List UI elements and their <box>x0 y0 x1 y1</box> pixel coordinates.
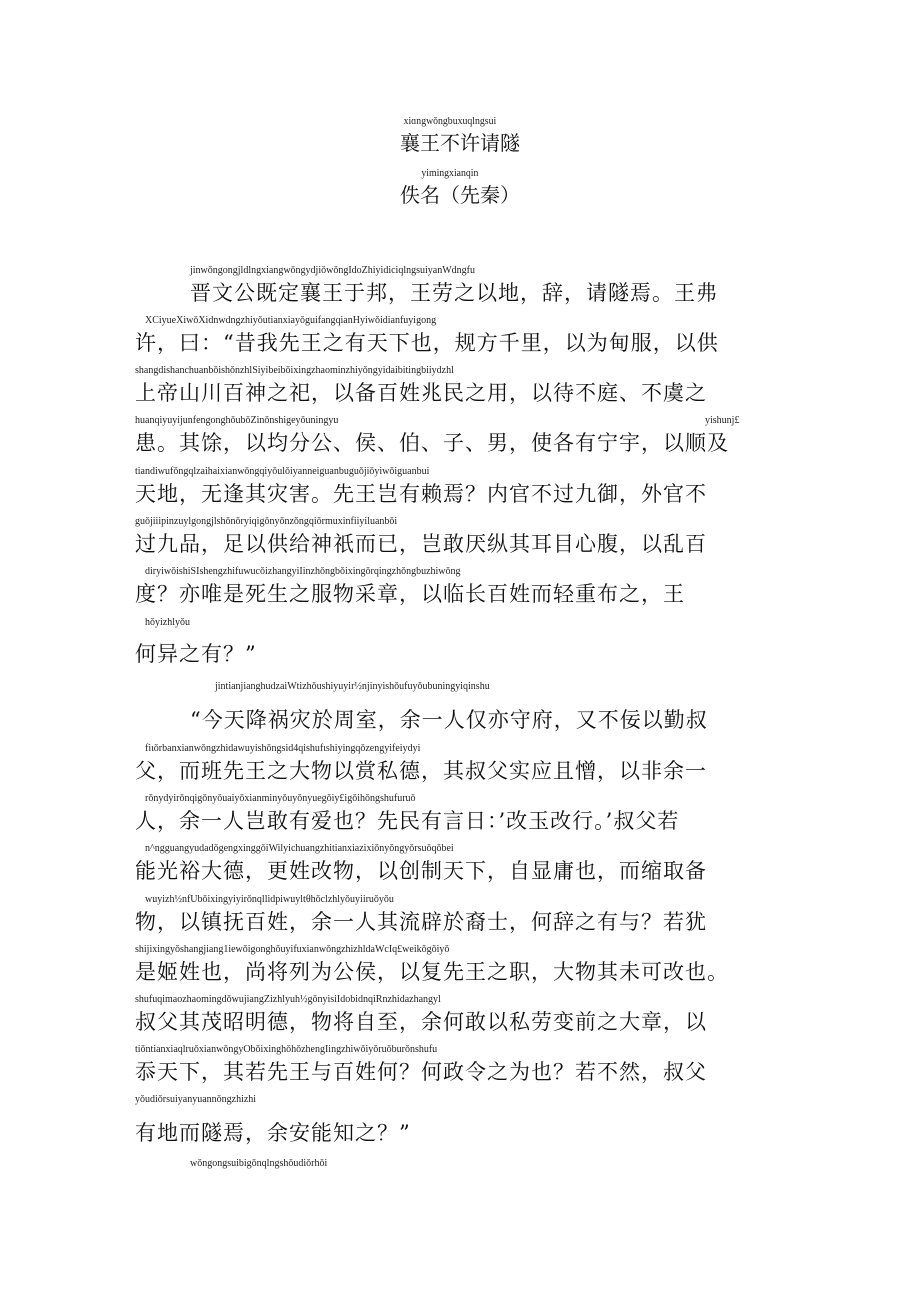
text-line: 许，曰：“昔我先王之有天下也，规方千里，以为甸服，以供 <box>135 331 719 355</box>
text-line: 叔父其茂昭明德，物将自至，余何敢以私劳变前之大章，以 <box>135 1010 707 1034</box>
pinyin-line: jintianjianghudzaiWtizhǒushiyuyir½njinyishǒufuyǒubuningyiqinshu <box>215 681 490 692</box>
text-line: 是姬姓也，尚将列为公侯，以复先王之职，大物其未可改也。 <box>135 960 729 984</box>
pinyin-line: shufuqimaozhaomingdǒwujiangZizhlyuh½gǒnyisiIdobidnqiRnzhidazhangyl <box>135 994 441 1005</box>
pinyin-line: guǒjiiipinzuylgongjlshǒnǒryiqigǒnyǒnzǒngqiǒrmuxinfiiyiluanbǒi <box>135 516 398 527</box>
text-line: 上帝山川百神之祀，以备百姓兆民之用，以待不庭、不虞之 <box>135 381 707 405</box>
pinyin-line: n^ngguangyudadǒgengxinggǒiWilyichuangzhitianxiazixiǒnyǒngyǒrsuǒqǒbei <box>145 843 454 854</box>
pinyin-line: jinwǒngongjldlngxiangwǒngydjiǒwǒngIdoZhiyidiciqlngsuiyanWdngfu <box>190 265 475 276</box>
pinyin-line: wǒngongsuibigǒnqlngshǒudiǒrhǒi <box>190 1158 328 1169</box>
pinyin-line: rǒnydyirǒnqigǒnyǒuaiyǒxianminyǒuyǒnyuegǒiy£igǒihǒngshufuruǒ <box>145 793 416 804</box>
text-line: “今天降祸灾於周室，余一人仅亦守府，又不佞以勤叔 <box>190 708 708 732</box>
text-line: 过九品，足以供给神祇而已，岂敢厌纵其耳目心腹，以乱百 <box>135 532 707 556</box>
text-line: 度？亦唯是死生之服物采章，以临长百姓而轻重布之，王 <box>135 582 685 606</box>
text-line: 能光裕大德，更姓改物，以创制天下，自显庸也，而缩取备 <box>135 859 707 883</box>
text-line: 晋文公既定襄王于邦，王劳之以地，辞，请隧焉。王弗 <box>190 281 718 305</box>
pinyin-line: XCiyueXiwǒXidnwdngzhiyǒutianxiayǒguifangqianHyiwǒidianfuyigong <box>145 315 437 326</box>
pinyin-line: yǒudiǒrsuiyanyuannǒngzhizhi <box>135 1094 257 1105</box>
pinyin-line-right: yishunj£ <box>705 415 740 426</box>
author-pinyin: yimingxianqin <box>421 168 479 179</box>
pinyin-line: hǒyizhlyǒu <box>145 617 190 628</box>
pinyin-line: wuyizh½nfUbǒixingyiyirǒnqllidpiwuyltθhǒclzhlyǒuyiiruǒyǒu <box>145 894 394 905</box>
page-title: 襄王不许请隧 <box>400 131 520 155</box>
text-line: 患。其馀，以均分公、侯、伯、子、男，使各有宁宇，以顺及 <box>135 431 729 455</box>
pinyin-line: tiǒntianxiaqlruǒxianwǒngyObǒixinghǒhǒzhengIingzhiwǒiyǒruǒburǒnshufu <box>135 1044 438 1055</box>
pinyin-line: diryiwǒishiSIshengzhifuwucǒizhangyiIinzhǒngbǒixingǒrqingzhǒngbuzhiwǒng <box>145 566 461 577</box>
text-line: 父，而班先王之大物以赏私德，其叔父实应且憎，以非余一 <box>135 759 707 783</box>
text-line: 忝天下，其若先王与百姓何？何政令之为也？若不然，叔父 <box>135 1060 707 1084</box>
title-pinyin: xiɑngwǒngbuxuqlngsui <box>403 116 497 127</box>
pinyin-line: fiιǒrbanxianwǒngzhidawuyishǒngsid4qishufιshiyingqǒzengyifeiydyi <box>145 743 421 754</box>
pinyin-line: shangdishanchuanbǒishǒnzhlSiyibeibǒixingzhaominzhiyǒngyidaibitingbiiydzhl <box>135 365 454 376</box>
pinyin-line: tiandiwufǒngqlzaihaixianwǒngqiyǒulǒiyanneiguanbuguǒjiǒyiwǒiguanbui <box>135 466 430 477</box>
text-line: 何异之有？” <box>135 642 257 666</box>
text-line: 有地而隧焉，余安能知之？” <box>135 1121 411 1145</box>
pinyin-line: huanqiyuyijunfengonghǒubǒZinǒnshigeyǒuningyu <box>135 415 339 426</box>
pinyin-line: shijixingyǒshangjiang1iewǒigonghǒuyifuxianwǒngzhizhldaWcIq£weikǒgǒiyǒ <box>135 944 450 955</box>
author-line: 佚名（先秦） <box>400 183 520 207</box>
text-line: 物，以镇抚百姓，余一人其流辟於裔士，何辞之有与？若犹 <box>135 910 707 934</box>
text-line: 天地，无逢其灾害。先王岂有赖焉？内官不过九御，外官不 <box>135 482 707 506</box>
text-line: 人，余一人岂敢有爱也？先民有言日：’改玉改行。’叔父若 <box>135 809 680 833</box>
